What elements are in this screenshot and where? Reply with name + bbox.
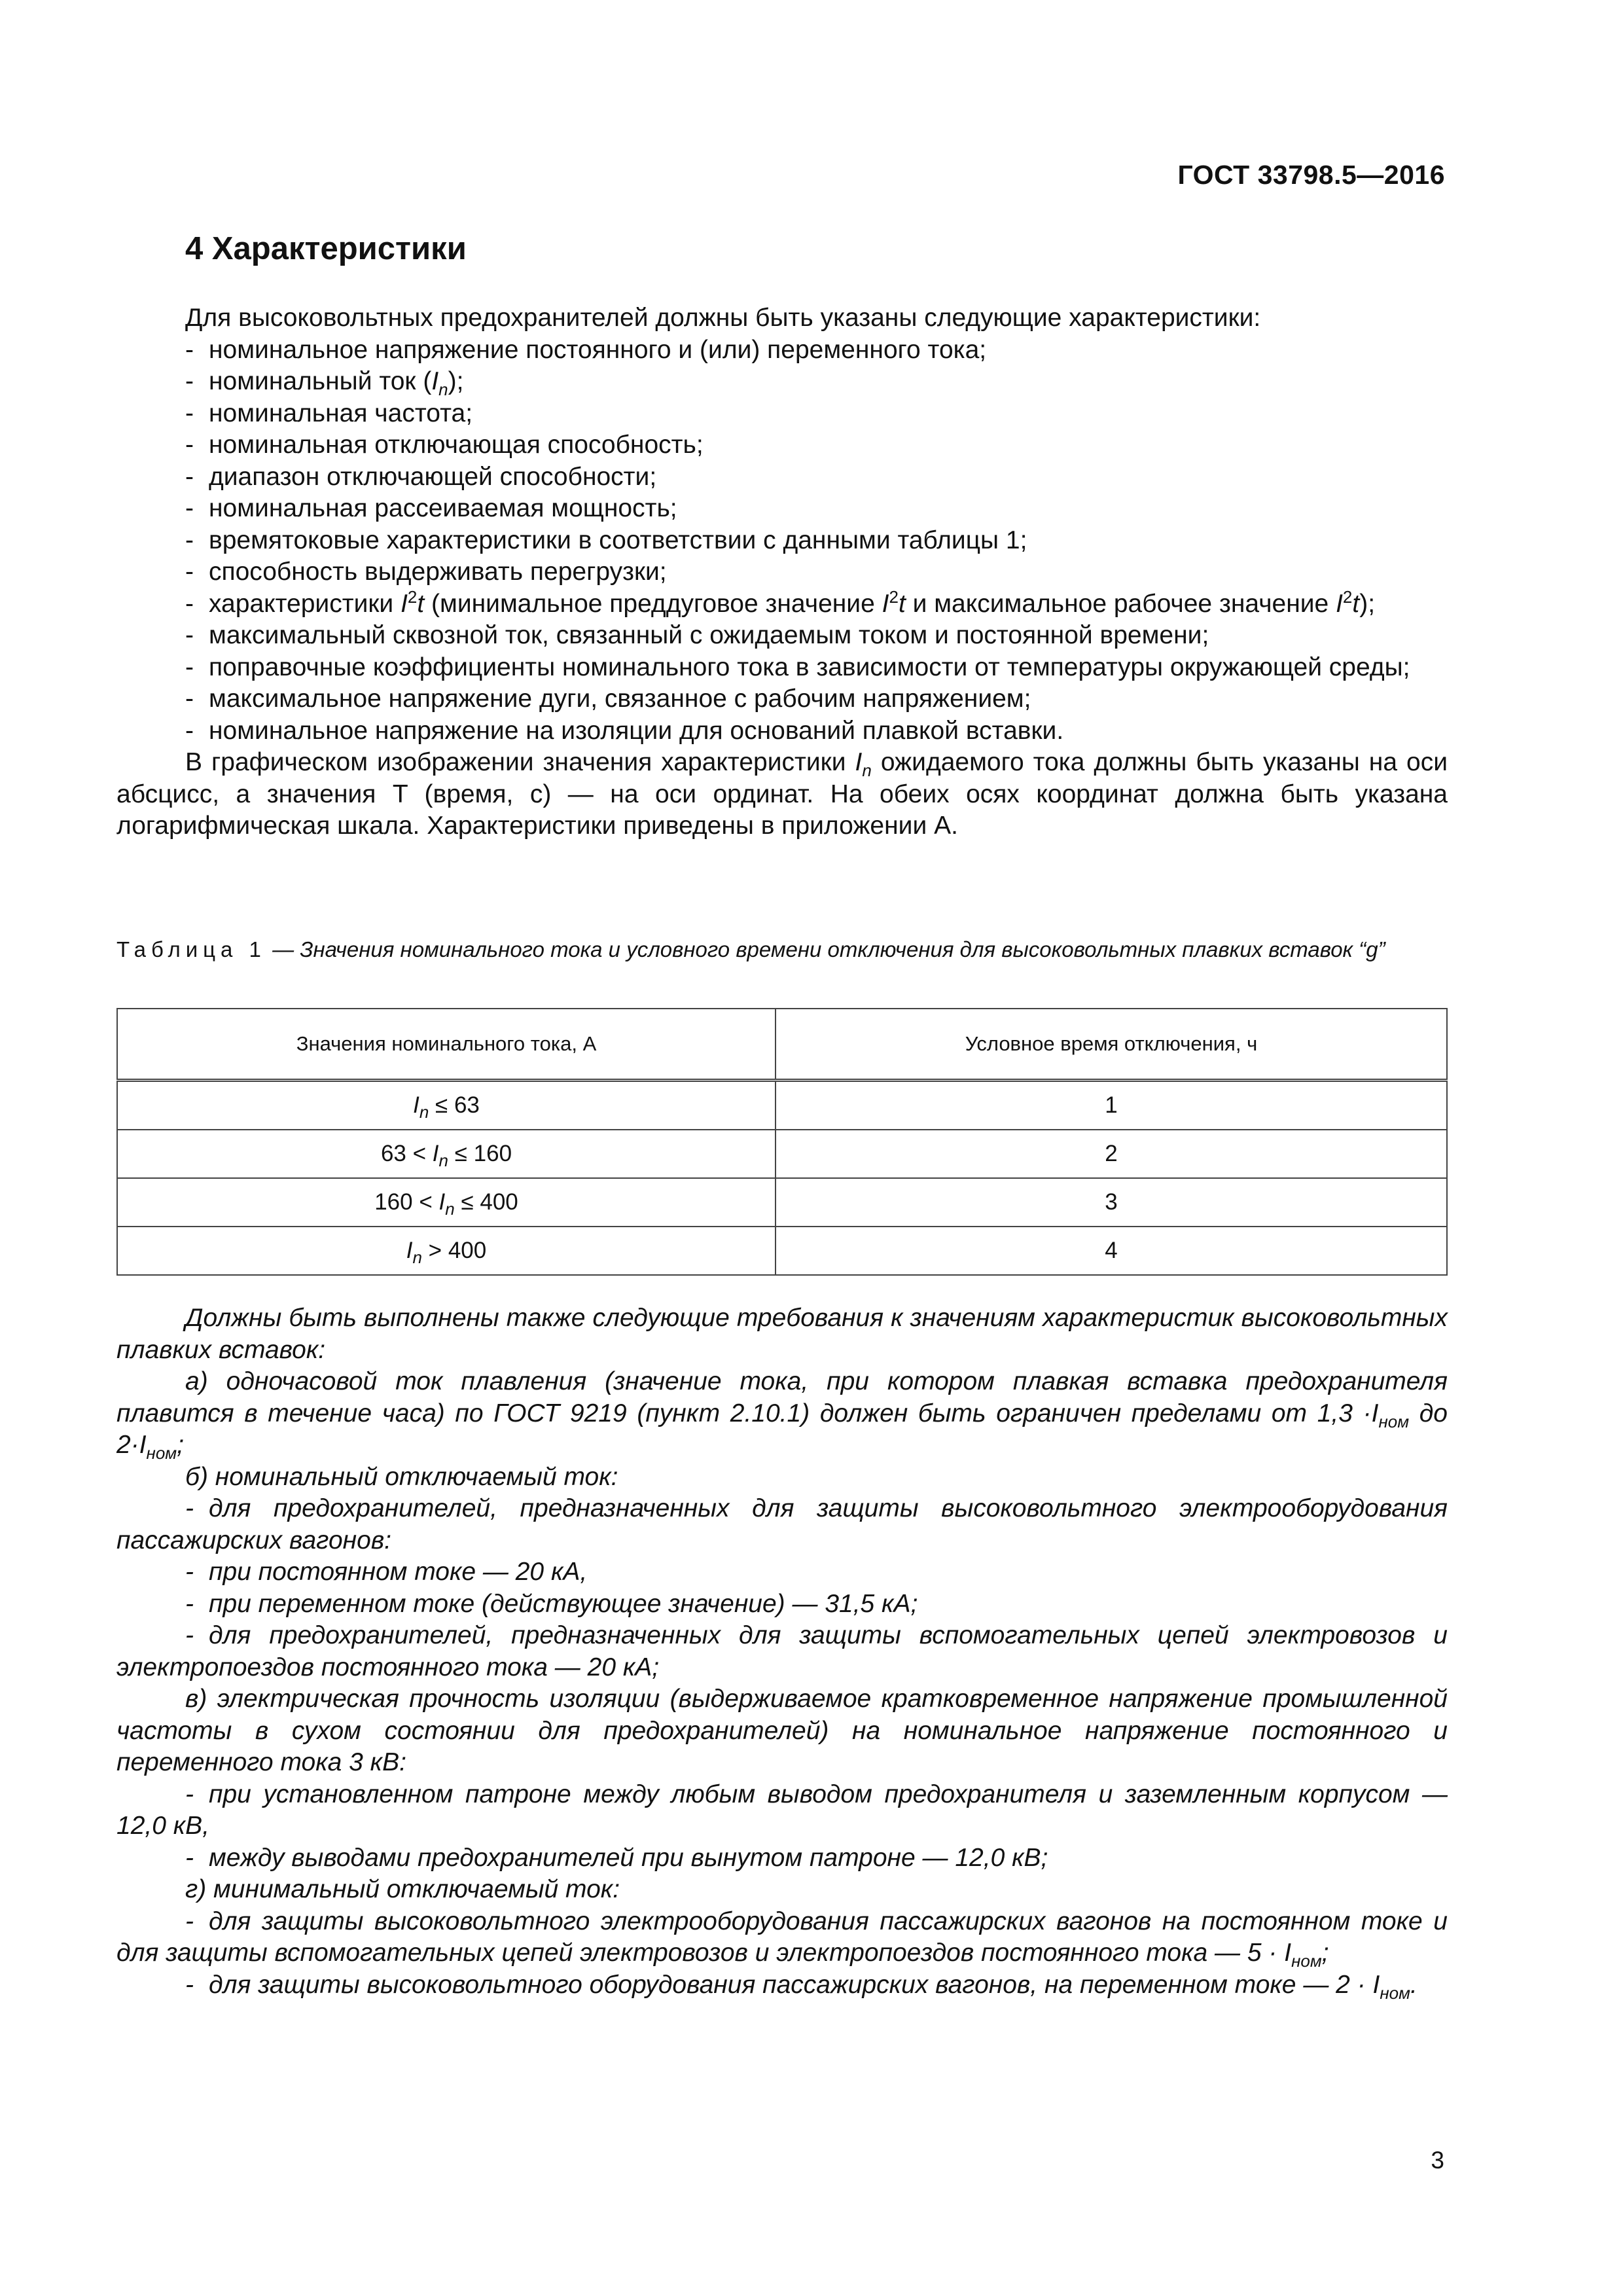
requirement-g: г) минимальный отключаемый ток: <box>185 1875 620 1903</box>
list-item: - при установленном патроне между любым выводом предохранителя и заземленным корпусом — 12,0 кВ, <box>116 1780 1448 1840</box>
list-item: - времятоковые характеристики в соответствии с данными таблицы 1; <box>185 526 1027 554</box>
requirements-lead: Должны быть выполнены также следующие требования к значениям характеристик высоковольтных плавких вставок: <box>116 1304 1448 1364</box>
current-cell: $63 < I_n \le 160$ <box>117 1130 776 1178</box>
table-row <box>117 1130 1447 1178</box>
requirement-a: а) одночасовой ток плавления (значение тока, при котором плавкая вставка предохранителя плавится в течение часа) по ГОСТ 9219 (пункт 2.10.1) должен быть ограничен пределами от $1,3 \cdot I_{ном}$ до $2\cdot I_{ном}$; <box>116 1367 1448 1463</box>
page-number: 3 <box>1431 2147 1444 2174</box>
list-item: - для предохранителей, предназначенных для защиты высоковольтного электрооборудования пассажирских вагонов: <box>116 1494 1448 1554</box>
current-time-table <box>116 1008 1448 1276</box>
list-item: - максимальное напряжение дуги, связанное с рабочим напряжением; <box>185 685 1031 713</box>
list-item: - при постоянном токе — 20 кА, <box>185 1558 588 1586</box>
list-item: - между выводами предохранителей при вынутом патроне — 12,0 кВ; <box>185 1843 1048 1872</box>
list-item: - для предохранителей, предназначенных для защиты вспомогательных цепей электровозов и электропоездов постоянного тока — 20 кА; <box>116 1621 1448 1681</box>
list-item: - характеристики $I^2t$ (минимальное преддуговое значение $I^2t$ и максимальное рабочее значение $I^2t$); <box>185 586 1376 618</box>
requirement-v: в) электрическая прочность изоляции (выдерживаемое кратковременное напряжение промышленной частоты в сухом состоянии для предохранителей) на номинальное напряжение постоянного и переменного тока 3 кВ: <box>116 1685 1448 1776</box>
column-header-time: Условное время отключения, ч <box>776 1009 1447 1081</box>
list-item: - номинальное напряжение постоянного и (или) переменного тока; <box>185 335 987 364</box>
list-item: - номинальная отключающая способность; <box>185 431 704 459</box>
graph-paragraph: В графическом изображении значения характеристики $I_n$ ожидаемого тока должны быть указаны на оси абсцисс, а значения T (время, с) — на оси ординат. На обеих осях координат должна быть указана логарифмическая шкала. Характеристики приведены в приложении А. <box>116 748 1448 840</box>
time-cell: 4 <box>776 1227 1447 1275</box>
column-header-current: Значения номинального тока, А <box>117 1009 776 1081</box>
requirement-b: б) номинальный отключаемый ток: <box>185 1462 618 1491</box>
intro-lead: Для высоковольтных предохранителей должны быть указаны следующие характеристики: <box>185 304 1261 332</box>
current-cell: $I_n \le 63$ <box>117 1081 776 1130</box>
table-caption-text: — Значения номинального тока и условного времени отключения для высоковольтных плавких вставок “g” <box>266 937 1385 961</box>
standard-header: ГОСТ 33798.5—2016 <box>1177 160 1445 190</box>
table-row <box>117 1178 1447 1227</box>
current-cell: $160 < I_n \le 400$ <box>117 1178 776 1227</box>
table-caption-label: Таблица 1 <box>116 937 266 961</box>
list-item: - способность выдерживать перегрузки; <box>185 558 667 586</box>
list-item: - номинальный ток $(I_n)$; <box>185 367 464 399</box>
list-item: - диапазон отключающей способности; <box>185 462 657 491</box>
list-item: - максимальный сквозной ток, связанный с ожидаемым током и постоянной времени; <box>185 621 1209 649</box>
table-row <box>117 1227 1447 1275</box>
time-cell: 2 <box>776 1130 1447 1178</box>
table-caption <box>116 936 1448 963</box>
time-cell: 1 <box>776 1081 1447 1130</box>
list-item: - для защиты высоковольтного оборудования пассажирских вагонов, на переменном токе — $2 \cdot I_{ном}$. <box>185 1970 1418 2003</box>
current-cell: $I_n > 400$ <box>117 1227 776 1275</box>
list-item: - номинальная рассеиваемая мощность; <box>185 494 677 522</box>
section-title: 4 Характеристики <box>185 231 467 266</box>
list-item: - при переменном токе (действующее значение) — 31,5 кА; <box>185 1589 918 1618</box>
time-cell: 3 <box>776 1178 1447 1227</box>
table-row <box>117 1081 1447 1130</box>
list-item: - номинальное напряжение на изоляции для оснований плавкой вставки. <box>185 716 1064 745</box>
list-item: - поправочные коэффициенты номинального тока в зависимости от температуры окружающей среды; <box>185 653 1410 681</box>
list-item: - для защиты высоковольтного электрооборудования пассажирских вагонов на постоянном токе и для защиты вспомогательных цепей электровозов и электропоездов постоянного тока — $5 \cdot I_{ном}$; <box>116 1907 1448 1971</box>
characteristics-list <box>116 302 1448 842</box>
requirements-section <box>116 1302 1448 2001</box>
list-item: - номинальная частота; <box>185 399 473 427</box>
table-header-row <box>117 1009 1447 1081</box>
